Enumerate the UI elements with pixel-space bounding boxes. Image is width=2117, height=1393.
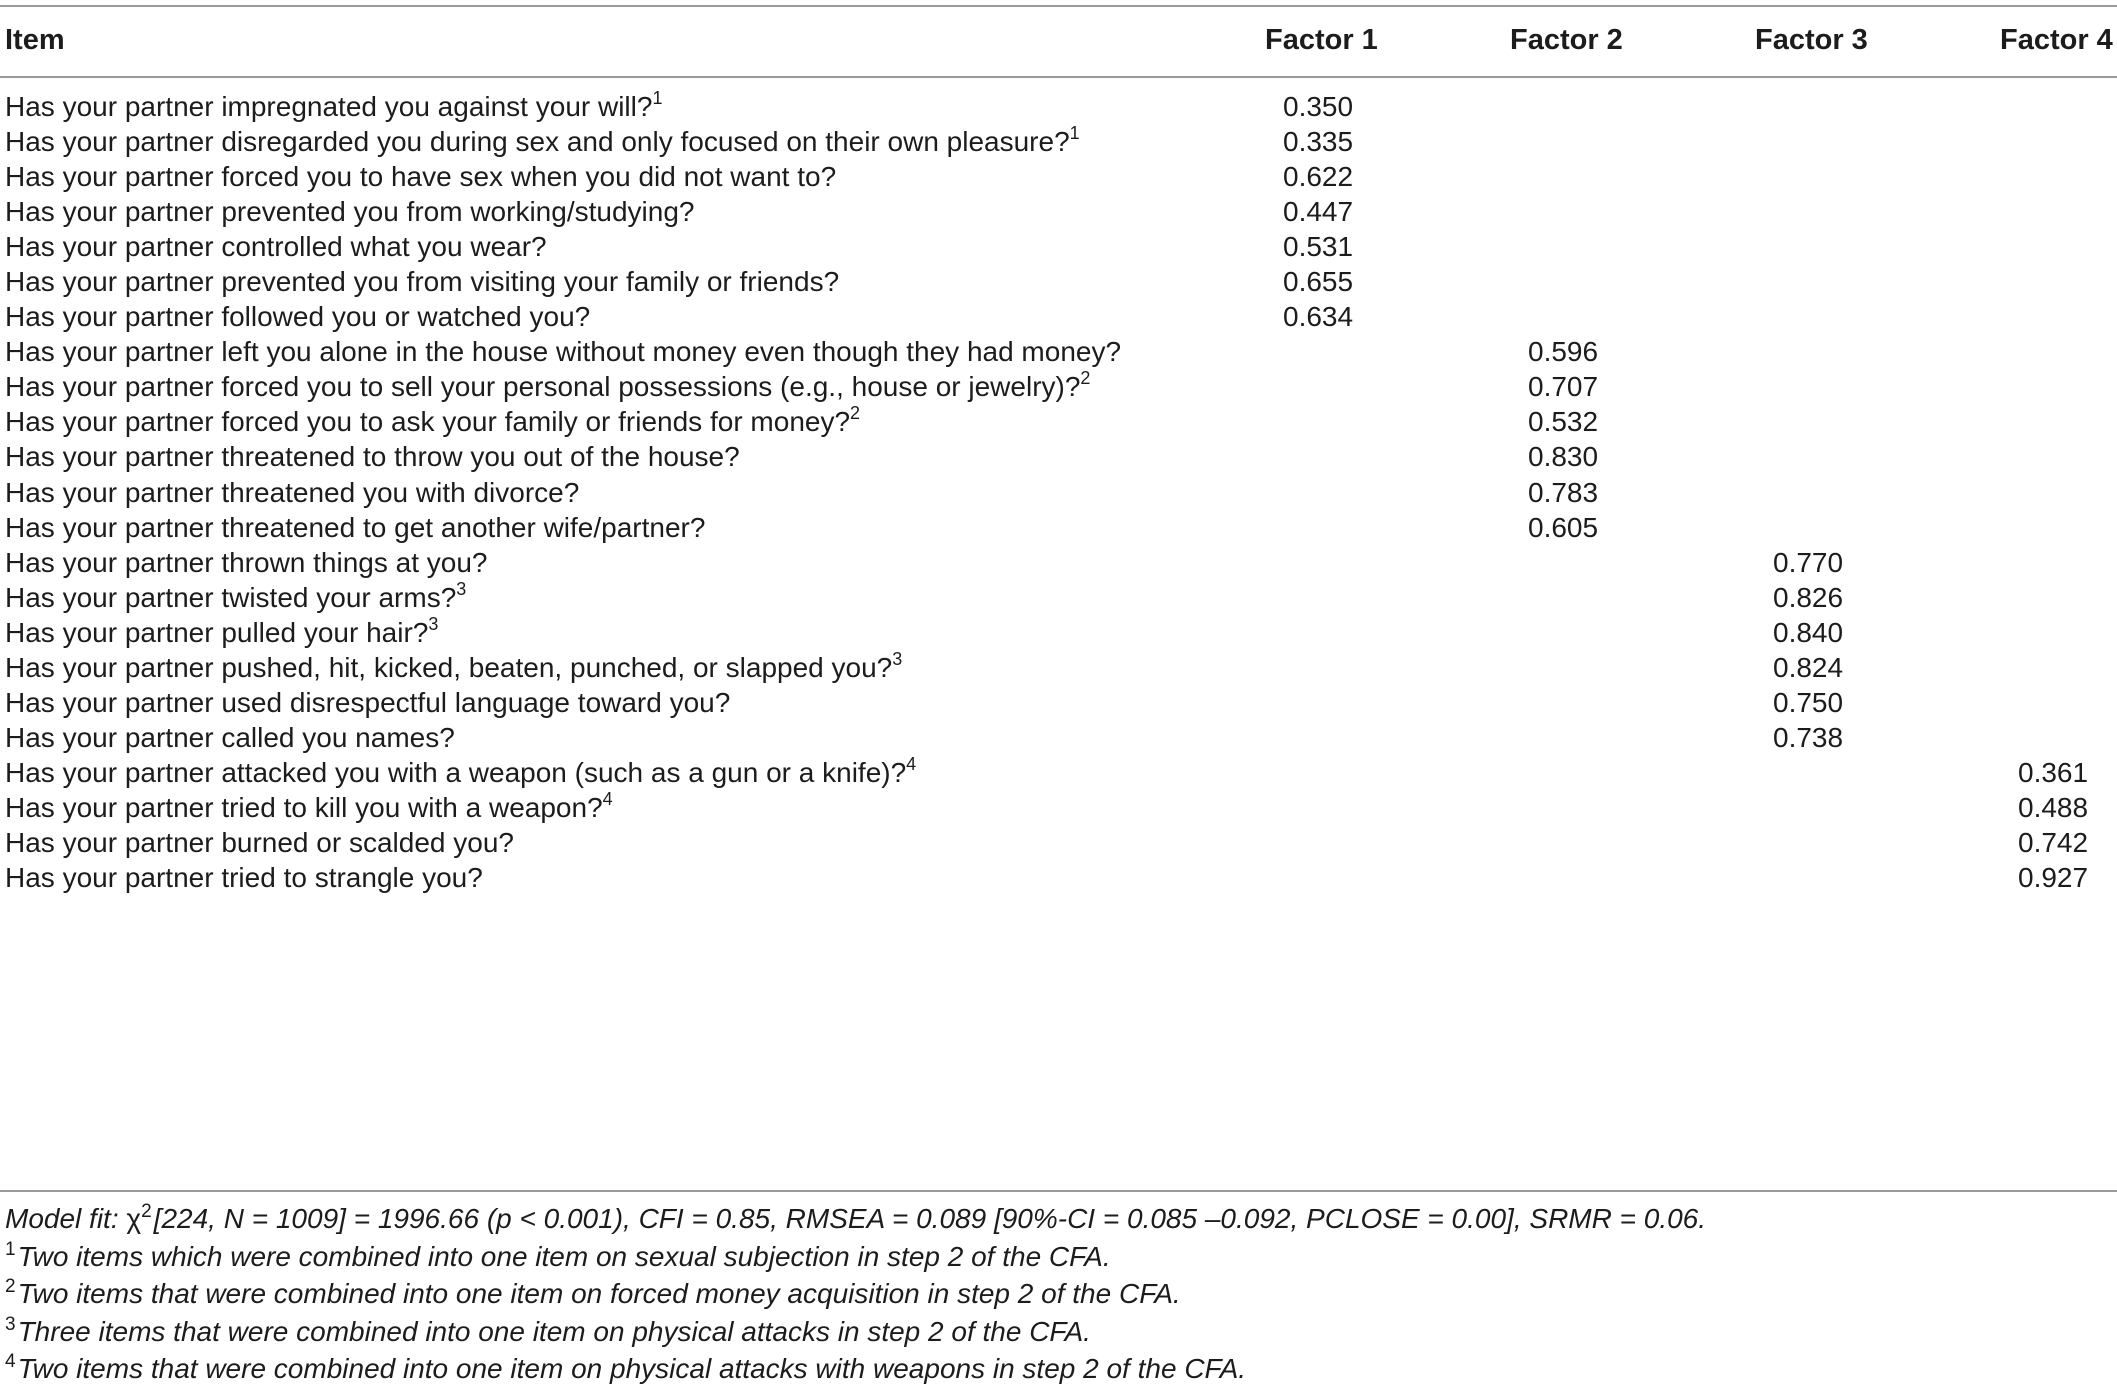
footnote-3: [5, 1313, 2105, 1351]
item-text: Has your partner controlled what you wear?: [5, 231, 547, 263]
footnote-2: [5, 1275, 2105, 1313]
loading-factor-4: 0.927: [2018, 862, 2089, 894]
footnote-mark: 2: [850, 403, 861, 424]
loading-factor-2: 0.605: [1528, 511, 1599, 543]
item-text: Has your partner pulled your hair?: [5, 616, 429, 648]
loading-factor-3: 0.738: [1773, 721, 1844, 753]
loading-factor-3: 0.770: [1773, 546, 1844, 578]
header-factor-1: Factor 1: [1265, 24, 1378, 56]
footnote-number: 4: [5, 1351, 16, 1372]
item-text: Has your partner forced you to sell your personal possessions (e.g., house or jewelry)?: [5, 371, 1081, 403]
loading-factor-2: 0.596: [1528, 336, 1599, 368]
loading-factor-2: 0.830: [1528, 441, 1599, 473]
chi-superscript: 2: [141, 1201, 152, 1222]
loading-factor-3: 0.824: [1773, 651, 1844, 683]
footnote-1: [5, 1238, 2105, 1276]
loading-factor-4: 0.488: [2018, 791, 2089, 823]
loading-factor-2: 0.707: [1528, 371, 1599, 403]
footnote-mark: 3: [428, 613, 439, 634]
model-fit-note: [5, 1200, 2105, 1238]
loading-factor-2: 0.532: [1528, 406, 1599, 438]
item-text: Has your partner left you alone in the house without money even though they had money?: [5, 336, 1122, 368]
loading-factor-1: 0.655: [1283, 266, 1354, 298]
footnote-mark: 3: [456, 578, 467, 599]
loading-factor-1: 0.335: [1283, 126, 1354, 158]
table-notes: [5, 1200, 2105, 1388]
footnote-mark: 1: [652, 88, 663, 108]
footnote-mark: 1: [1069, 123, 1080, 144]
footnote-text: Two items that were combined into one item on physical attacks with weapons in step 2 of the CFA.: [17, 1353, 1247, 1384]
footnote-mark: 3: [892, 648, 903, 669]
footnote-number: 3: [5, 1313, 16, 1335]
header-factor-4: Factor 4: [2000, 24, 2113, 56]
loading-factor-3: 0.840: [1773, 616, 1844, 648]
loading-factor-3: 0.750: [1773, 686, 1844, 718]
table-top-rule: [0, 5, 2117, 7]
loading-factor-4: 0.361: [2018, 756, 2089, 788]
item-text: Has your partner followed you or watched you?: [5, 301, 591, 333]
item-text: Has your partner called you names?: [5, 721, 455, 753]
loading-factor-1: 0.531: [1283, 231, 1354, 263]
model-fit-stats: [224, N = 1009] = 1996.66 (p < 0.001), CFI = 0.85, RMSEA = 0.089 [90%-CI = 0.085 –0.092, PCLOSE = 0.00], SRMR = 0.06.: [153, 1203, 1707, 1234]
loading-factor-4: 0.742: [2018, 827, 2089, 859]
loading-factor-3: 0.826: [1773, 581, 1844, 613]
table-row: [0, 854, 2117, 901]
item-text: Has your partner burned or scalded you?: [5, 827, 514, 859]
footnote-number: 2: [5, 1276, 16, 1297]
header-item: Item: [5, 24, 65, 56]
item-text: Has your partner twisted your arms?: [5, 581, 457, 613]
item-text: Has your partner pushed, hit, kicked, beaten, punched, or slapped you?: [5, 651, 893, 683]
footnote-text: Two items that were combined into one item on forced money acquisition in step 2 of the CFA.: [17, 1278, 1181, 1309]
item-text: Has your partner attacked you with a weapon (such as a gun or a knife)?: [5, 756, 907, 788]
item-text: Has your partner prevented you from working/studying?: [5, 196, 695, 228]
item-text: Has your partner prevented you from visiting your family or friends?: [5, 266, 840, 298]
item-text: Has your partner threatened to throw you out of the house?: [5, 441, 740, 473]
chi-symbol: χ: [126, 1203, 142, 1234]
table-bottom-rule: [0, 1190, 2117, 1192]
loading-factor-1: 0.350: [1283, 91, 1354, 122]
loading-factor-2: 0.783: [1528, 476, 1599, 508]
model-fit-label: Model fit:: [5, 1203, 127, 1234]
loading-factor-1: 0.447: [1283, 196, 1354, 228]
footnote-mark: 4: [906, 753, 917, 774]
footnote-text: Two items which were combined into one item on sexual subjection in step 2 of the CFA.: [17, 1240, 1111, 1272]
loading-factor-1: 0.622: [1283, 161, 1354, 193]
header-factor-3: Factor 3: [1755, 24, 1868, 56]
header-factor-2: Factor 2: [1510, 24, 1623, 56]
footnote-text: Three items that were combined into one item on physical attacks in step 2 of the CFA.: [17, 1315, 1091, 1347]
footnotes: [5, 1238, 2105, 1388]
item-text: Has your partner tried to strangle you?: [5, 862, 483, 894]
item-text: Has your partner thrown things at you?: [5, 546, 488, 578]
footnote-mark: 4: [602, 788, 613, 809]
item-text: Has your partner forced you to ask your family or friends for money?: [5, 406, 851, 438]
item-text: Has your partner tried to kill you with a weapon?: [5, 791, 603, 823]
footnote-mark: 2: [1080, 368, 1091, 389]
item-text: Has your partner forced you to have sex when you did not want to?: [5, 161, 837, 193]
item-text: Has your partner used disrespectful language toward you?: [5, 686, 731, 718]
item-text: Has your partner threatened you with divorce?: [5, 476, 580, 508]
loading-factor-1: 0.634: [1283, 301, 1354, 333]
footnote-4: [5, 1350, 2105, 1388]
item-text: Has your partner threatened to get another wife/partner?: [5, 511, 706, 543]
footnote-number: 1: [5, 1238, 16, 1260]
item-cell: [5, 854, 483, 901]
table-header-rule: [0, 76, 2117, 78]
item-text: Has your partner impregnated you against your will?: [5, 91, 653, 122]
item-text: Has your partner disregarded you during sex and only focused on their own pleasure?: [5, 126, 1070, 158]
